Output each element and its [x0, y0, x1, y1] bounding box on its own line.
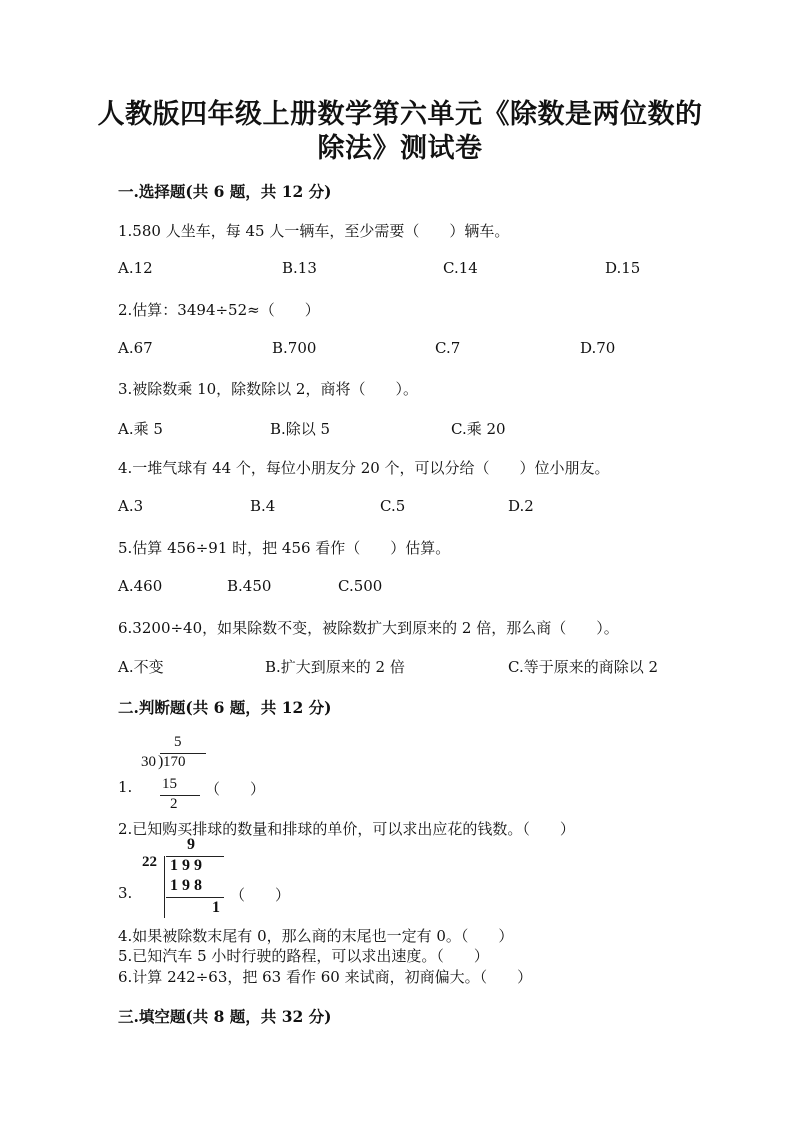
page-title-line2: 除法》测试卷 — [317, 133, 483, 164]
division-bracket: ) — [158, 753, 164, 770]
section1-heading: 一.选择题(共 6 题，共 12 分) — [118, 182, 332, 201]
section2-heading: 二.判断题(共 6 题，共 12 分) — [118, 698, 332, 717]
division-remainder: 2 — [170, 796, 178, 812]
judge-q3-answer-paren: （ ） — [230, 886, 291, 904]
choice-q1-option-b: B.13 — [282, 259, 317, 277]
division-quotient: 9 — [187, 836, 195, 853]
choice-q3-option-a: A.乘 5 — [118, 420, 163, 438]
division-dividend: 1 9 9 — [170, 857, 202, 874]
choice-q5: 5.估算 456÷91 时，把 456 看作（ ）估算。 — [118, 539, 451, 557]
choice-q5-option-b: B.450 — [227, 577, 272, 595]
choice-q4-option-d: D.2 — [508, 497, 534, 515]
judge-q6: 6.计算 242÷63，把 63 看作 60 来试商，初商偏大。（ ） — [118, 968, 533, 986]
choice-q3: 3.被除数乘 10，除数除以 2，商将（ ）。 — [118, 380, 418, 398]
division-dividend: 170 — [163, 754, 186, 770]
choice-q2: 2.估算：3494÷52≈（ ） — [118, 301, 320, 319]
judge-q1-answer-paren: （ ） — [205, 780, 266, 798]
choice-q6-option-b: B.扩大到原来的 2 倍 — [265, 658, 405, 676]
choice-q2-option-d: D.70 — [580, 339, 616, 357]
division-product: 1 9 8 — [170, 877, 202, 894]
division-remainder: 1 — [212, 899, 220, 916]
choice-q5-option-c: C.500 — [338, 577, 383, 595]
division-subtract-line — [166, 897, 224, 898]
judge-q3-division — [140, 836, 230, 920]
choice-q4-option-b: B.4 — [250, 497, 276, 515]
division-quotient: 5 — [174, 734, 182, 750]
choice-q1: 1.580 人坐车，每 45 人一辆车，至少需要（ ）辆车。 — [118, 222, 510, 240]
judge-q2: 2.已知购买排球的数量和排球的单价，可以求出应花的钱数。（ ） — [118, 820, 575, 838]
choice-q6-option-c: C.等于原来的商除以 2 — [508, 658, 659, 676]
choice-q1-option-a: A.12 — [118, 259, 153, 277]
page-title-line1: 人教版四年级上册数学第六单元《除数是两位数的 — [97, 99, 703, 130]
division-bracket — [164, 856, 165, 918]
choice-q3-option-b: B.除以 5 — [270, 420, 331, 438]
judge-q4: 4.如果被除数末尾有 0，那么商的末尾也一定有 0。（ ） — [118, 927, 514, 945]
choice-q5-option-a: A.460 — [118, 577, 163, 595]
section3-heading: 三.填空题(共 8 题，共 32 分) — [118, 1007, 332, 1026]
division-product: 15 — [162, 776, 177, 792]
choice-q2-option-a: A.67 — [118, 339, 153, 357]
choice-q1-option-d: D.15 — [605, 259, 641, 277]
choice-q2-option-c: C.7 — [435, 339, 461, 357]
choice-q1-option-c: C.14 — [443, 259, 478, 277]
choice-q3-option-c: C.乘 20 — [451, 420, 506, 438]
choice-q6: 6.3200÷40，如果除数不变，被除数扩大到原来的 2 倍，那么商（ ）。 — [118, 619, 619, 637]
judge-q5: 5.已知汽车 5 小时行驶的路程，可以求出速度。（ ） — [118, 947, 489, 965]
choice-q4: 4.一堆气球有 44 个，每位小朋友分 20 个，可以分给（ ）位小朋友。 — [118, 459, 610, 477]
choice-q6-option-a: A.不变 — [118, 658, 164, 676]
choice-q4-option-c: C.5 — [380, 497, 406, 515]
judge-q1-division — [138, 734, 218, 814]
division-subtract-line — [160, 795, 200, 796]
judge-q3-label: 3. — [118, 884, 133, 902]
choice-q4-option-a: A.3 — [118, 497, 144, 515]
choice-q2-option-b: B.700 — [272, 339, 317, 357]
division-divisor: 30 — [141, 754, 156, 770]
judge-q1-label: 1. — [118, 778, 133, 796]
division-divisor: 22 — [142, 854, 157, 870]
